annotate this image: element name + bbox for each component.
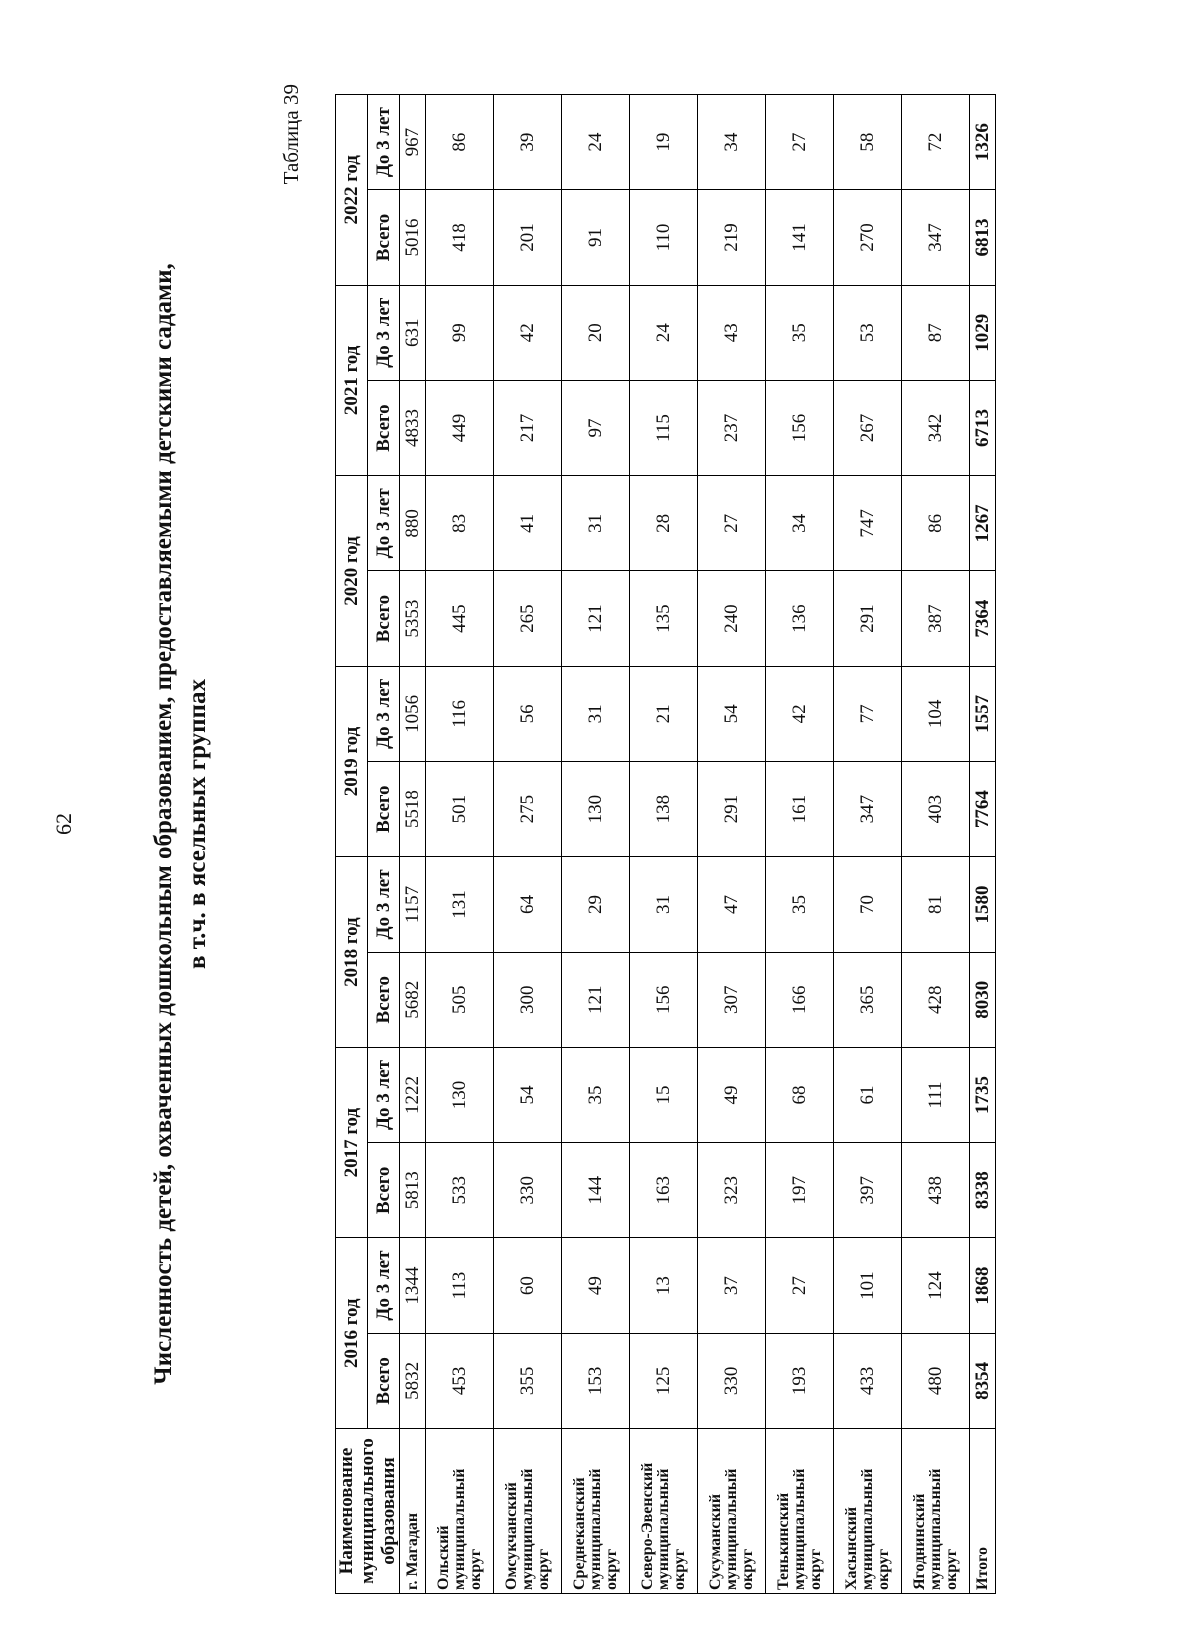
header-sub-total: Всего — [368, 571, 400, 666]
cell-under3: 77 — [834, 666, 902, 761]
title-line-1: Численность детей, охваченных дошкольным образованием, предоставляемыми детскими садами, — [150, 263, 177, 1385]
cell-under3: 104 — [902, 666, 970, 761]
cell-total: 5016 — [400, 190, 426, 285]
cell-under3: 42 — [766, 666, 834, 761]
cell-under3: 83 — [426, 476, 494, 571]
cell-under3: 35 — [562, 1047, 630, 1142]
cell-total: 166 — [766, 952, 834, 1047]
cell-under3: 24 — [562, 95, 630, 190]
table-row — [698, 95, 766, 1594]
cell-total: 163 — [630, 1143, 698, 1238]
cell-total: 5518 — [400, 762, 426, 857]
cell-under3: 70 — [834, 857, 902, 952]
cell-under3: 56 — [494, 666, 562, 761]
cell-under3: 1735 — [970, 1047, 996, 1142]
header-year: 2022 год — [336, 95, 368, 286]
cell-total: 323 — [698, 1143, 766, 1238]
cell-under3: 27 — [766, 1238, 834, 1333]
cell-under3: 27 — [766, 95, 834, 190]
total-row — [970, 95, 996, 1594]
header-year: 2021 год — [336, 285, 368, 476]
cell-under3: 1157 — [400, 857, 426, 952]
cell-total: 267 — [834, 380, 902, 475]
cell-total: 136 — [766, 571, 834, 666]
cell-total: 445 — [426, 571, 494, 666]
cell-under3: 27 — [698, 476, 766, 571]
cell-total: 5813 — [400, 1143, 426, 1238]
cell-under3: 1557 — [970, 666, 996, 761]
cell-total: 480 — [902, 1333, 970, 1428]
cell-under3: 631 — [400, 285, 426, 380]
cell-under3: 24 — [630, 285, 698, 380]
cell-total: 141 — [766, 190, 834, 285]
cell-total: 5682 — [400, 952, 426, 1047]
cell-total: 347 — [902, 190, 970, 285]
cell-under3: 1580 — [970, 857, 996, 952]
header-sub-total: Всего — [368, 190, 400, 285]
header-sub-total: Всего — [368, 1333, 400, 1428]
header-year: 2016 год — [336, 1238, 368, 1429]
cell-under3: 13 — [630, 1238, 698, 1333]
cell-under3: 49 — [698, 1047, 766, 1142]
cell-total: 121 — [562, 571, 630, 666]
cell-total: 8030 — [970, 952, 996, 1047]
table-body — [400, 95, 996, 1594]
cell-under3: 1267 — [970, 476, 996, 571]
cell-total: 453 — [426, 1333, 494, 1428]
cell-total: 5832 — [400, 1333, 426, 1428]
title-line-2: в т.ч. в ясельных группах — [184, 679, 211, 969]
document-title — [147, 124, 215, 1524]
cell-under3: 111 — [902, 1047, 970, 1142]
cell-under3: 124 — [902, 1238, 970, 1333]
cell-total: 6813 — [970, 190, 996, 285]
row-name: Тенькинский муниципальный округ — [766, 1429, 834, 1594]
header-sub-under3: До 3 лет — [368, 1238, 400, 1333]
table-row — [902, 95, 970, 1594]
cell-under3: 86 — [902, 476, 970, 571]
cell-under3: 61 — [834, 1047, 902, 1142]
table-row — [630, 95, 698, 1594]
cell-total: 433 — [834, 1333, 902, 1428]
cell-total: 387 — [902, 571, 970, 666]
header-name-column: Наименование муниципального образования — [336, 1429, 400, 1594]
cell-total: 125 — [630, 1333, 698, 1428]
cell-total: 403 — [902, 762, 970, 857]
table-row — [400, 95, 426, 1594]
cell-total: 347 — [834, 762, 902, 857]
cell-total: 240 — [698, 571, 766, 666]
cell-total: 115 — [630, 380, 698, 475]
cell-under3: 35 — [766, 285, 834, 380]
cell-total: 270 — [834, 190, 902, 285]
header-sub-total: Всего — [368, 952, 400, 1047]
cell-total: 7764 — [970, 762, 996, 857]
header-year: 2019 год — [336, 666, 368, 857]
cell-under3: 21 — [630, 666, 698, 761]
cell-total: 97 — [562, 380, 630, 475]
cell-total: 342 — [902, 380, 970, 475]
cell-total: 156 — [766, 380, 834, 475]
cell-under3: 34 — [698, 95, 766, 190]
cell-total: 156 — [630, 952, 698, 1047]
cell-total: 501 — [426, 762, 494, 857]
cell-under3: 49 — [562, 1238, 630, 1333]
cell-under3: 1868 — [970, 1238, 996, 1333]
cell-total: 355 — [494, 1333, 562, 1428]
table-row — [562, 95, 630, 1594]
cell-under3: 39 — [494, 95, 562, 190]
cell-total: 307 — [698, 952, 766, 1047]
row-name: Итого — [970, 1429, 996, 1594]
table-header — [336, 95, 400, 1594]
cell-total: 219 — [698, 190, 766, 285]
cell-total: 5353 — [400, 571, 426, 666]
cell-under3: 47 — [698, 857, 766, 952]
cell-total: 8354 — [970, 1333, 996, 1428]
cell-under3: 1326 — [970, 95, 996, 190]
cell-under3: 880 — [400, 476, 426, 571]
table-row — [834, 95, 902, 1594]
cell-under3: 15 — [630, 1047, 698, 1142]
header-sub-under3: До 3 лет — [368, 1047, 400, 1142]
cell-under3: 101 — [834, 1238, 902, 1333]
cell-under3: 58 — [834, 95, 902, 190]
cell-under3: 1344 — [400, 1238, 426, 1333]
header-sub-under3: До 3 лет — [368, 666, 400, 761]
cell-total: 193 — [766, 1333, 834, 1428]
cell-total: 121 — [562, 952, 630, 1047]
header-sub-under3: До 3 лет — [368, 285, 400, 380]
cell-total: 135 — [630, 571, 698, 666]
header-year: 2018 год — [336, 857, 368, 1048]
table-row — [766, 95, 834, 1594]
cell-total: 505 — [426, 952, 494, 1047]
cell-under3: 747 — [834, 476, 902, 571]
cell-under3: 37 — [698, 1238, 766, 1333]
cell-total: 428 — [902, 952, 970, 1047]
table-row — [494, 95, 562, 1594]
page-number: 62 — [51, 813, 76, 835]
cell-total: 265 — [494, 571, 562, 666]
cell-total: 237 — [698, 380, 766, 475]
row-name: Сусуманский муниципальный округ — [698, 1429, 766, 1594]
cell-total: 300 — [494, 952, 562, 1047]
cell-under3: 31 — [562, 476, 630, 571]
cell-total: 275 — [494, 762, 562, 857]
cell-total: 533 — [426, 1143, 494, 1238]
cell-under3: 31 — [630, 857, 698, 952]
cell-total: 330 — [698, 1333, 766, 1428]
cell-total: 110 — [630, 190, 698, 285]
data-table — [335, 94, 996, 1594]
cell-under3: 130 — [426, 1047, 494, 1142]
header-sub-under3: До 3 лет — [368, 95, 400, 190]
cell-under3: 68 — [766, 1047, 834, 1142]
cell-under3: 86 — [426, 95, 494, 190]
header-sub-under3: До 3 лет — [368, 476, 400, 571]
cell-total: 330 — [494, 1143, 562, 1238]
cell-total: 438 — [902, 1143, 970, 1238]
cell-total: 7364 — [970, 571, 996, 666]
cell-total: 197 — [766, 1143, 834, 1238]
row-name: Ольский муниципальный округ — [426, 1429, 494, 1594]
cell-under3: 20 — [562, 285, 630, 380]
cell-under3: 19 — [630, 95, 698, 190]
cell-under3: 1029 — [970, 285, 996, 380]
cell-under3: 60 — [494, 1238, 562, 1333]
header-sub-total: Всего — [368, 380, 400, 475]
header-year: 2020 год — [336, 476, 368, 667]
cell-under3: 41 — [494, 476, 562, 571]
cell-total: 365 — [834, 952, 902, 1047]
cell-under3: 113 — [426, 1238, 494, 1333]
row-name: Ягоднинский муниципальный округ — [902, 1429, 970, 1594]
cell-under3: 87 — [902, 285, 970, 380]
cell-under3: 72 — [902, 95, 970, 190]
header-sub-total: Всего — [368, 1143, 400, 1238]
cell-under3: 53 — [834, 285, 902, 380]
cell-under3: 967 — [400, 95, 426, 190]
row-name: г. Магадан — [400, 1429, 426, 1594]
cell-total: 161 — [766, 762, 834, 857]
cell-total: 8338 — [970, 1143, 996, 1238]
cell-under3: 1222 — [400, 1047, 426, 1142]
cell-under3: 1056 — [400, 666, 426, 761]
cell-under3: 116 — [426, 666, 494, 761]
row-name: Омсукчанский муниципальный округ — [494, 1429, 562, 1594]
table-row — [426, 95, 494, 1594]
header-sub-under3: До 3 лет — [368, 857, 400, 952]
rotated-page — [35, 44, 1165, 1604]
cell-under3: 42 — [494, 285, 562, 380]
table-label: Таблица 39 — [279, 84, 303, 185]
cell-total: 291 — [834, 571, 902, 666]
cell-under3: 131 — [426, 857, 494, 952]
cell-total: 6713 — [970, 380, 996, 475]
cell-total: 130 — [562, 762, 630, 857]
cell-under3: 43 — [698, 285, 766, 380]
cell-total: 397 — [834, 1143, 902, 1238]
cell-under3: 35 — [766, 857, 834, 952]
cell-total: 4833 — [400, 380, 426, 475]
cell-under3: 99 — [426, 285, 494, 380]
cell-total: 144 — [562, 1143, 630, 1238]
cell-total: 138 — [630, 762, 698, 857]
row-name: Среднеканский муниципальный округ — [562, 1429, 630, 1594]
cell-under3: 34 — [766, 476, 834, 571]
cell-under3: 81 — [902, 857, 970, 952]
cell-under3: 31 — [562, 666, 630, 761]
cell-under3: 54 — [494, 1047, 562, 1142]
cell-total: 291 — [698, 762, 766, 857]
cell-under3: 64 — [494, 857, 562, 952]
cell-under3: 54 — [698, 666, 766, 761]
cell-under3: 29 — [562, 857, 630, 952]
cell-total: 153 — [562, 1333, 630, 1428]
row-name: Хасынский муниципальный округ — [834, 1429, 902, 1594]
row-name: Северо-Эвенский муниципальный округ — [630, 1429, 698, 1594]
cell-total: 91 — [562, 190, 630, 285]
header-sub-total: Всего — [368, 762, 400, 857]
cell-under3: 28 — [630, 476, 698, 571]
cell-total: 418 — [426, 190, 494, 285]
cell-total: 201 — [494, 190, 562, 285]
cell-total: 449 — [426, 380, 494, 475]
cell-total: 217 — [494, 380, 562, 475]
header-year: 2017 год — [336, 1047, 368, 1238]
